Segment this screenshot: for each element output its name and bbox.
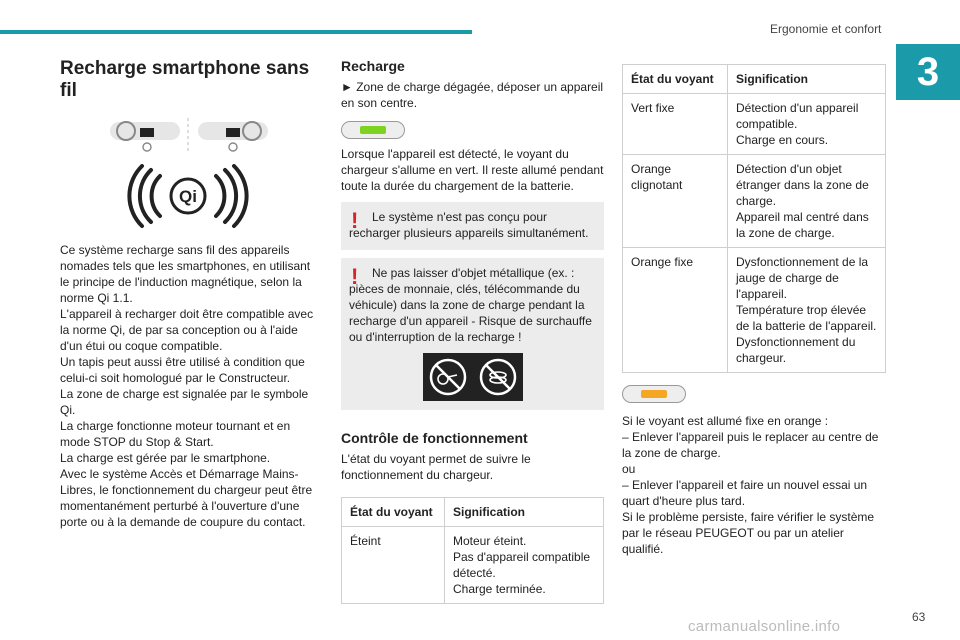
table-row	[623, 94, 886, 155]
meaning-line: Moteur éteint.	[453, 534, 527, 548]
control-heading: Contrôle de fonctionnement	[341, 430, 528, 446]
intro-paragraphs	[60, 242, 316, 530]
charger-indicator	[341, 121, 405, 139]
svg-text:Qi: Qi	[179, 187, 197, 206]
meaning-line: Appareil mal centré dans la zone de charge.	[736, 210, 869, 240]
meaning-line: Détection d'un appareil compatible.	[736, 101, 859, 131]
meaning-line: Charge en cours.	[736, 133, 829, 147]
table-header-row	[342, 498, 604, 527]
option-text: – Enlever l'appareil et faire un nouvel essai un quart d'heure plus tard.	[622, 478, 868, 508]
meaning-line: Charge terminée.	[453, 582, 546, 596]
table-row	[342, 527, 604, 604]
left-column	[60, 58, 316, 530]
body-paragraph: La charge fonctionne moteur tournant et en mode STOP du Stop & Start.	[60, 419, 291, 449]
table-row	[623, 248, 886, 373]
table-cell	[728, 155, 886, 248]
watermark: carmanualsonline.info	[688, 618, 841, 635]
meaning-line: Dysfonctionnement du chargeur.	[736, 335, 856, 365]
body-paragraph: La zone de charge est signalée par le symbole Qi.	[60, 387, 309, 417]
header-accent-bar	[0, 30, 472, 34]
final-text: Si le problème persiste, faire vérifier le système par le réseau PEUGEOT ou par un atelier qualifié.	[622, 510, 875, 556]
table-cell: Orange clignotant	[623, 155, 728, 248]
middle-column	[341, 58, 604, 604]
qi-logo	[60, 164, 316, 228]
chapter-tab: 3	[896, 44, 960, 100]
body-paragraph: Ce système recharge sans fil des appareils nomades tels que les smartphones, en utilisant le principe de l'induction magnétique, selon la norme Qi 1.1.	[60, 243, 311, 305]
recharge-heading: Recharge	[341, 58, 405, 74]
warning-text: Le système n'est pas conçu pour recharger plusieurs appareils simultanément.	[349, 210, 589, 240]
table-cell: Éteint	[342, 527, 445, 604]
table-header: État du voyant	[623, 65, 728, 94]
orange-intro: Si le voyant est allumé fixe en orange :	[622, 414, 829, 428]
body-paragraph: L'appareil à recharger doit être compatible avec la norme Qi, de par sa conception ou à l'aide d'un étui ou coque compatible.	[60, 307, 314, 353]
status-table	[622, 64, 886, 373]
table-cell	[445, 527, 604, 604]
warning-icon: !	[351, 208, 359, 233]
recharge-text: Lorsque l'appareil est détecté, le voyant du chargeur s'allume en vert. Il reste allumé pendant toute la durée du chargement de la batterie.	[341, 147, 604, 193]
body-paragraph: Avec le système Accès et Démarrage Mains-Libres, le fonctionnement du chargeur peut être momentanément perturbé à l'ouverture d'une porte ou à la demande de coupure du contact.	[60, 467, 313, 529]
table-cell	[728, 94, 886, 155]
body-paragraph: Un tapis peut aussi être utilisé à condition que celui-ci soit homologué par le Constructeur.	[60, 355, 305, 385]
table-cell	[728, 248, 886, 373]
table-header-row	[623, 65, 886, 94]
section-title: Ergonomie et confort	[770, 22, 882, 36]
table-cell: Vert fixe	[623, 94, 728, 155]
meaning-line: Pas d'appareil compatible détecté.	[453, 550, 591, 580]
warning-icon: !	[351, 264, 359, 289]
page-number: 63	[912, 610, 926, 624]
meaning-line: Détection d'un objet étranger dans la zone de charge.	[736, 162, 869, 208]
warning-text: Ne pas laisser d'objet métallique (ex. : pièces de monnaie, clés, télécommande du véhicule) dans la zone de charge pendant la recharge d'un appareil - Risque de surchauffe ou d'interruption de la recharge !	[349, 266, 592, 344]
page-title: Recharge smartphone sans fil	[60, 58, 310, 101]
meaning-line: Dysfonctionnement de la jauge de charge de l'appareil.	[736, 255, 869, 301]
table-cell: Orange fixe	[623, 248, 728, 373]
recharge-step: ► Zone de charge dégagée, déposer un appareil en son centre.	[341, 80, 604, 110]
table-row	[623, 155, 886, 248]
charger-indicator	[622, 385, 686, 403]
warning-box	[341, 202, 604, 250]
body-paragraph: La charge est gérée par le smartphone.	[60, 451, 271, 465]
option-text: – Enlever l'appareil puis le replacer au centre de la zone de charge.	[622, 430, 879, 460]
right-column	[622, 64, 886, 557]
steering-wheel-icon	[60, 114, 316, 158]
no-metal-object-icon	[423, 353, 523, 401]
warning-box	[341, 258, 604, 410]
table-header: État du voyant	[342, 498, 445, 527]
orange-led	[641, 390, 667, 398]
table-header: Signification	[445, 498, 604, 527]
meaning-line: Température trop élevée de la batterie de l'appareil.	[736, 303, 877, 333]
green-led	[360, 126, 386, 134]
table-header: Signification	[728, 65, 886, 94]
status-table	[341, 497, 604, 604]
control-text: L'état du voyant permet de suivre le fonctionnement du chargeur.	[341, 452, 531, 482]
or-text: ou	[622, 462, 636, 476]
